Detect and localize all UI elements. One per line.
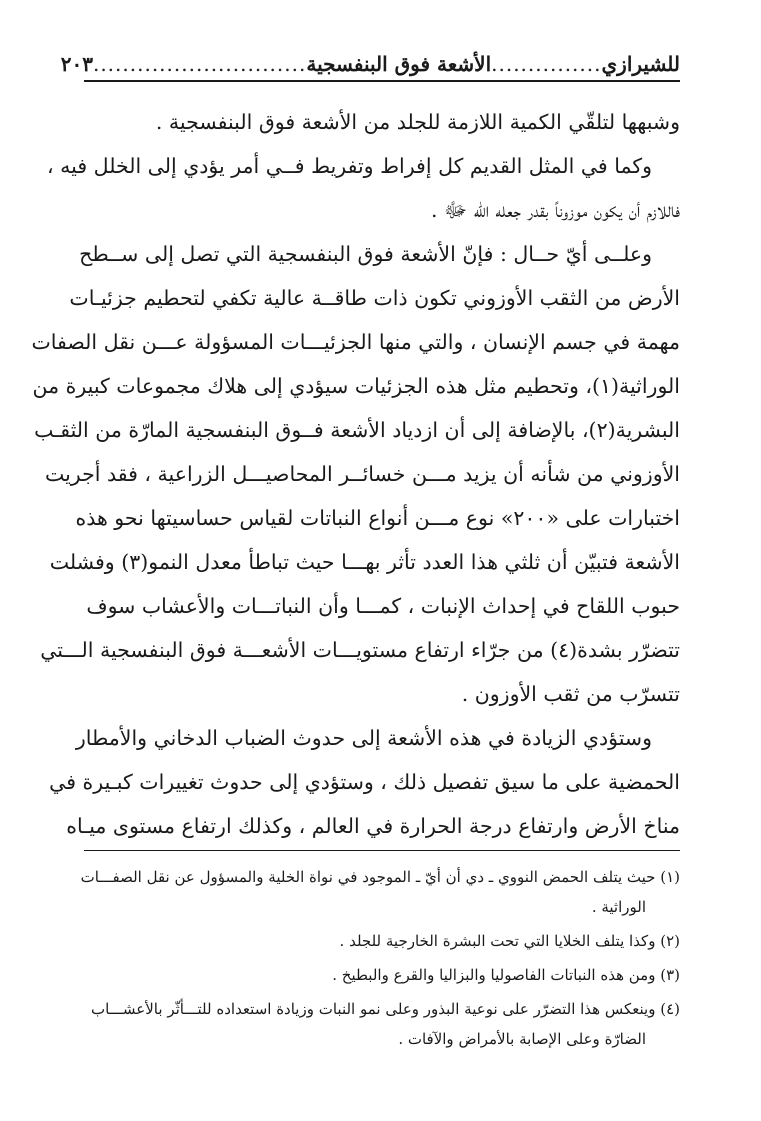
footnote-line: (١) حيث يتلف الحمض النووي ـ دي أن أيّ ـ الموجود في نواة الخلية والمسؤول عن نقل الصفـــات bbox=[80, 868, 680, 886]
text-line: تتضرّر بشدة(٤) من جرّاء ارتفاع مستويـــات الأشعـــة فوق البنفسجية الـــتي bbox=[40, 638, 680, 662]
text-line: وكما في المثل القديم كل إفراط وتفريط فــي أمر يؤدي إلى الخلل فيه ، bbox=[47, 154, 652, 178]
text-line: حبوب اللقاح في إحداث الإنبات ، كمـــا وأن النباتـــات والأعشاب سوف bbox=[86, 594, 680, 618]
header-author: للشيرازي bbox=[601, 52, 680, 76]
text-line: اختبارات على «٢٠٠» نوع مـــن أنواع النباتات لقياس حساسيتها نحو هذه bbox=[75, 506, 680, 530]
text-line: فاللازم أن يكون موزوناً بقدر جعله الله ﷻ . bbox=[431, 198, 680, 222]
footnote-line: (٤) وينعكس هذا التضرّر على نوعية البذور وعلى نمو النبات وزيادة استعداده للتـــأثّر بالأعشـــاب bbox=[91, 1000, 680, 1018]
text-line: الأوزوني من شأنه أن يزيد مـــن خسائــر المحاصيـــل الزراعية ، فقد أجريت bbox=[44, 462, 680, 486]
text-line: مناخ الأرض وارتفاع درجة الحرارة في العالم ، وكذلك ارتفاع مستوى ميـاه bbox=[66, 814, 680, 838]
page-number: ٢٠٣ bbox=[60, 52, 93, 76]
text-line: وعلــى أيّ حــال : فإنّ الأشعة فوق البنفسجية التي تصل إلى ســطح bbox=[79, 242, 652, 266]
footnote-line: (٣) ومن هذه النباتات الفاصوليا والبزاليا والقرع والبطيخ . bbox=[332, 966, 680, 984]
header-leader-dots: ............................. bbox=[92, 52, 307, 76]
header-title: الأشعة فوق البنفسجية bbox=[306, 52, 492, 76]
text-line: الأرض من الثقب الأوزوني تكون ذات طاقــة عالية تكفي لتحطيم جزئيـات bbox=[69, 286, 680, 310]
footnote-separator bbox=[84, 850, 680, 851]
text-line: الأشعة فتبيّن أن ثلثي هذا العدد تأثر بهـــا حيث تباطأ معدل النمو(٣) وفشلت bbox=[49, 550, 680, 574]
header-leader-dots: ............... bbox=[491, 52, 602, 76]
footnotes bbox=[80, 862, 680, 1054]
running-header bbox=[60, 40, 680, 76]
text-line: تتسرّب من ثقب الأوزون . bbox=[461, 682, 680, 706]
text-line: مهمة في جسم الإنسان ، والتي منها الجزئيـــات المسؤولة عـــن نقل الصفات bbox=[31, 330, 680, 354]
footnote-line: (٢) وكذا يتلف الخلايا التي تحت البشرة الخارجية للجلد . bbox=[339, 932, 680, 950]
footnote-line: الوراثية . bbox=[591, 898, 646, 916]
footnote-line: الضارّة وعلى الإصابة بالأمراض والآفات . bbox=[398, 1030, 646, 1048]
text-line: الوراثية(١)، وتحطيم مثل هذه الجزئيات سيؤدي إلى هلاك مجموعات كبيرة من bbox=[32, 374, 680, 398]
text-line: البشرية(٢)، بالإضافة إلى أن ازدياد الأشعة فــوق البنفسجية المارّة من الثقـب bbox=[34, 418, 680, 442]
text-line: الحمضية على ما سيق تفصيل ذلك ، وستؤدي إلى حدوث تغييرات كبـيرة في bbox=[49, 770, 680, 794]
main-text bbox=[31, 100, 680, 848]
text-line: وشبهها لتلقّي الكمية اللازمة للجلد من الأشعة فوق البنفسجية . bbox=[155, 110, 680, 134]
text-line: وستؤدي الزيادة في هذه الأشعة إلى حدوث الضباب الدخاني والأمطار bbox=[75, 726, 652, 750]
header-rule bbox=[84, 80, 680, 82]
